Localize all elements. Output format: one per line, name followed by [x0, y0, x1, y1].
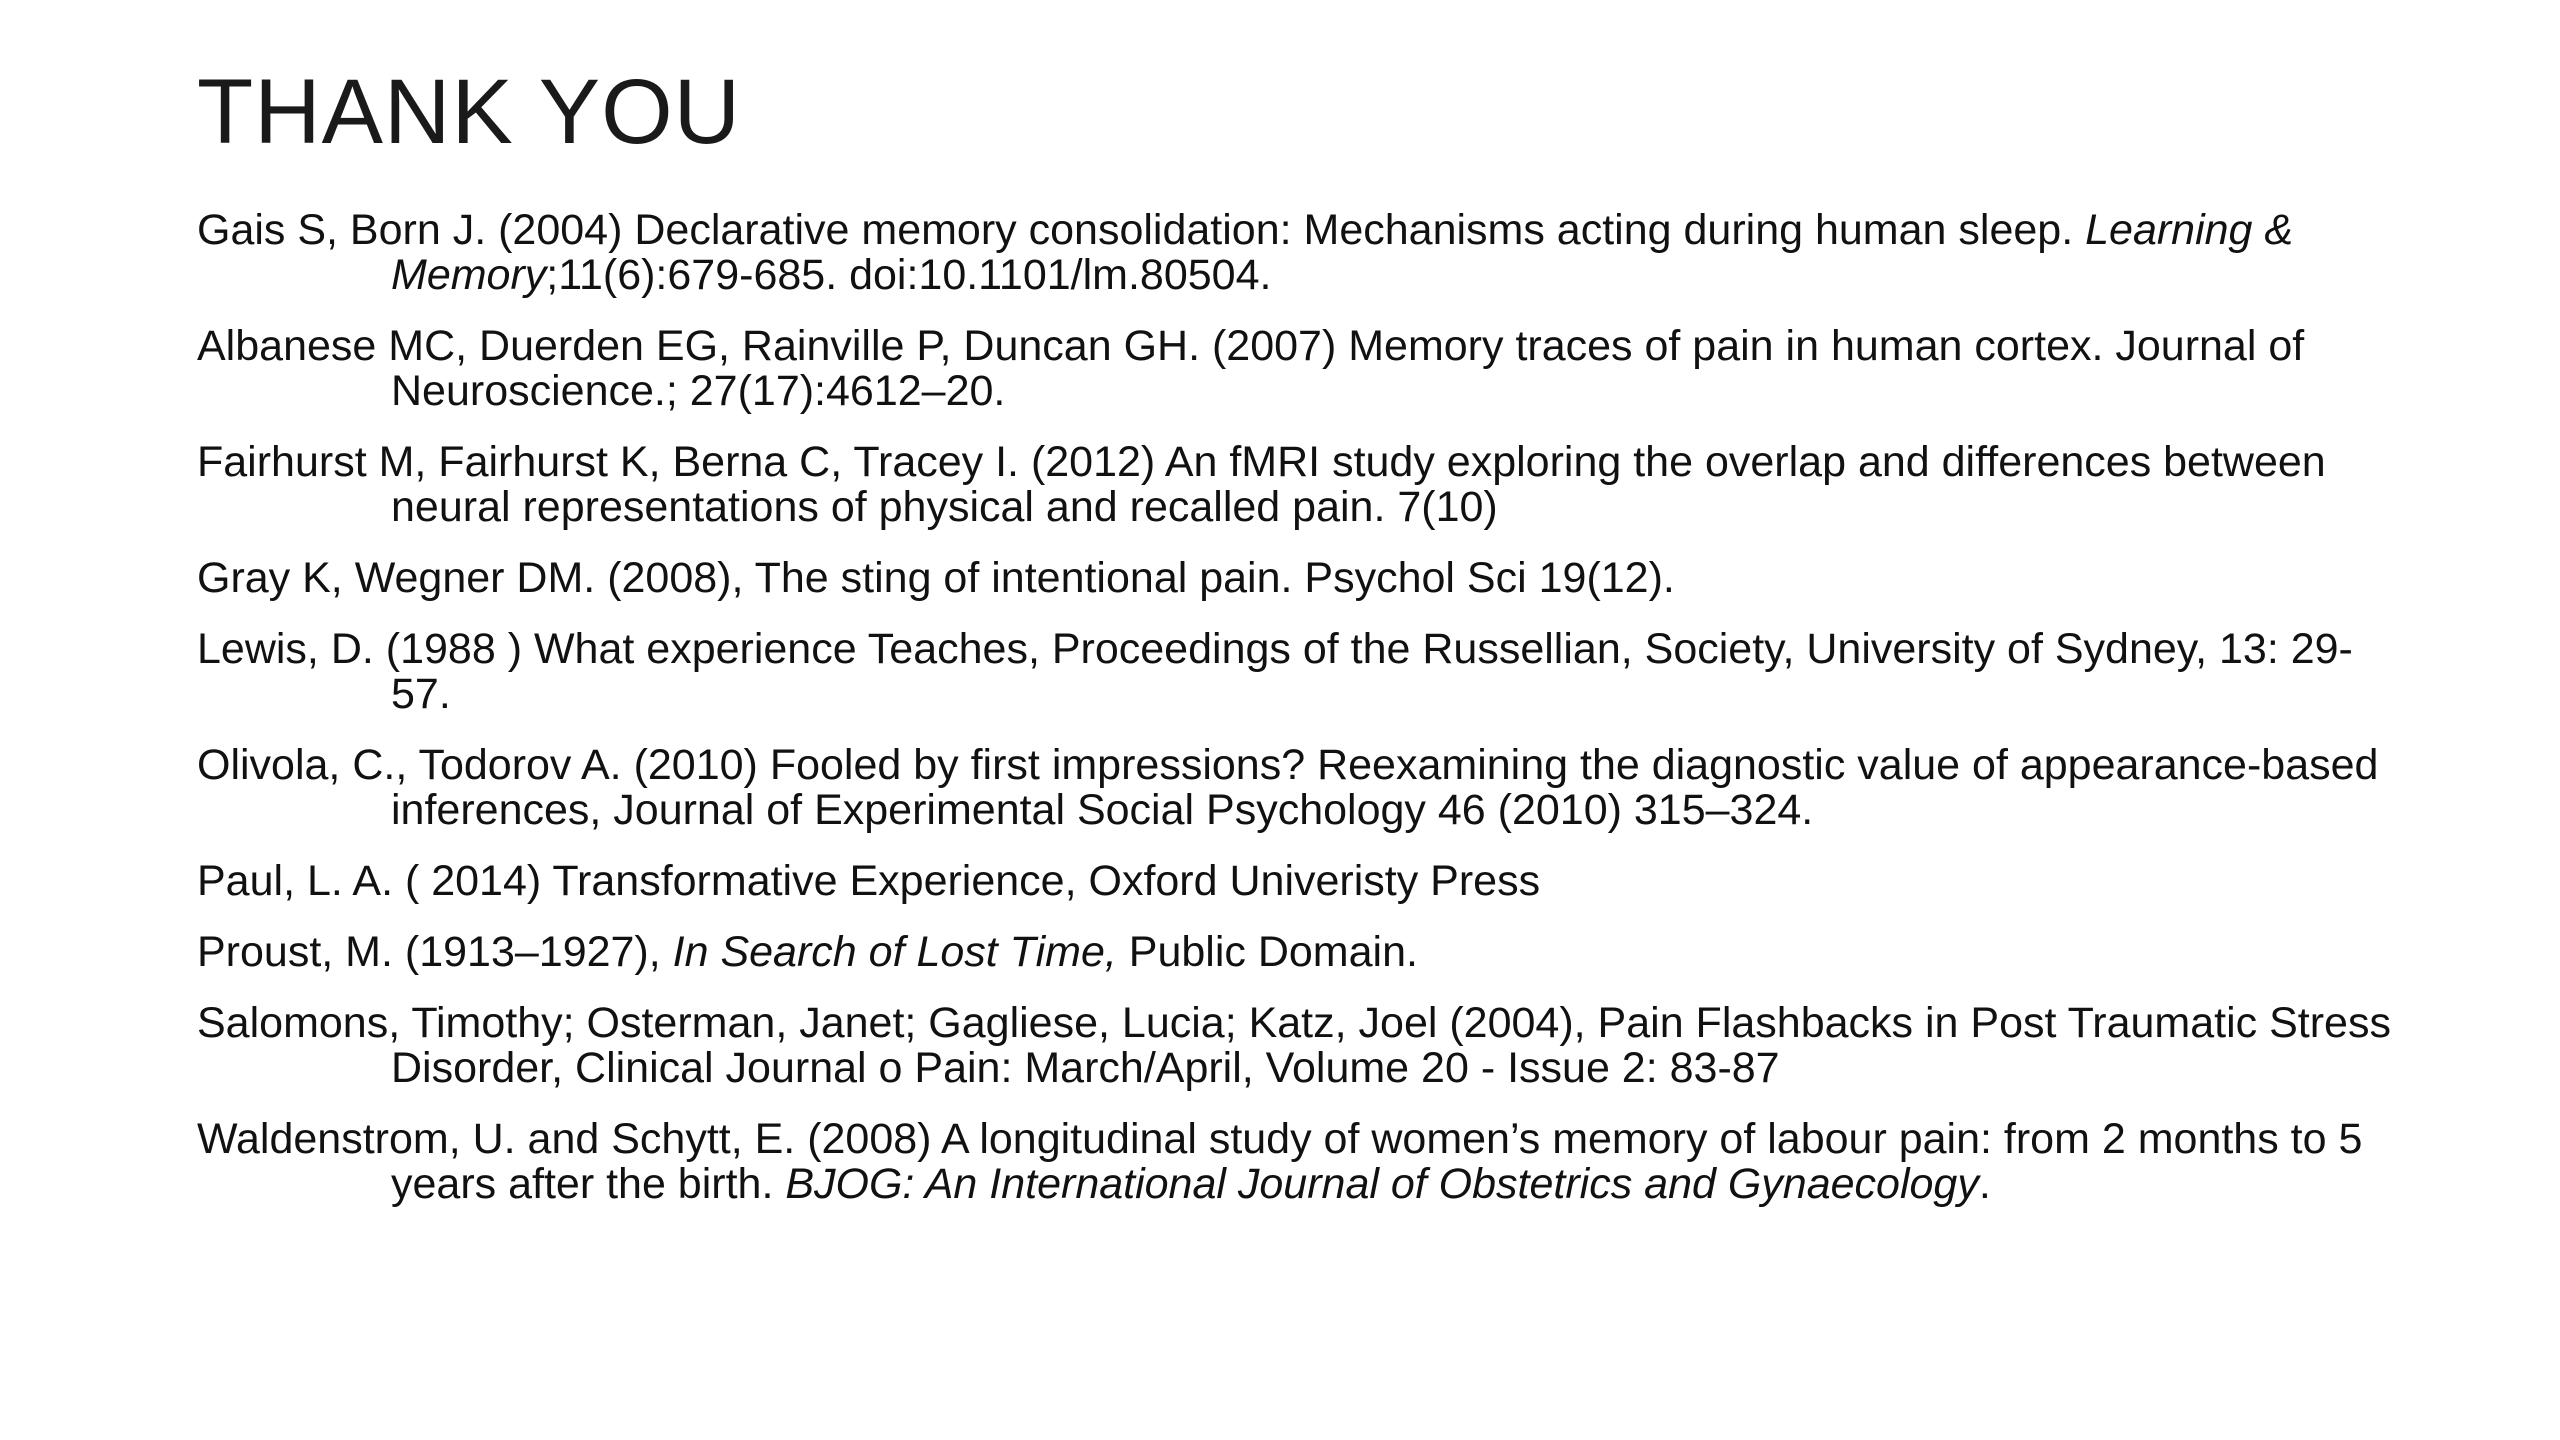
reference-item	[197, 743, 2397, 833]
reference-item	[197, 859, 2397, 904]
reference-journal: In Search of Lost Time,	[672, 928, 1117, 976]
reference-text: Salomons, Timothy; Osterman, Janet; Gagliese, Lucia; Katz, Joel (2004), Pain Flashbacks in Post Traumatic Stress Disorder, Clinical Journal o Pain: March/April, Volume 20 - Issue 2: 83-87	[197, 999, 2391, 1092]
reference-item	[197, 440, 2397, 530]
reference-item	[197, 324, 2397, 414]
reference-text: Gray K, Wegner DM. (2008), The sting of intentional pain. Psychol Sci 19(12).	[197, 554, 1675, 602]
reference-item	[197, 930, 2397, 975]
reference-journal: Learning & Memory	[391, 206, 2294, 299]
reference-text-tail: ;11(6):679-685. doi:10.1101/lm.80504.	[546, 251, 1272, 299]
reference-list	[197, 208, 2397, 1233]
reference-text: Waldenstrom, U. and Schytt, E. (2008) A longitudinal study of women’s memory of labour pain: from 2 months to 5 years after the birth.	[197, 1115, 2363, 1208]
slide-title: THANK YOU	[197, 61, 742, 163]
reference-text-tail: Public Domain.	[1116, 928, 1418, 976]
reference-journal: BJOG: An International Journal of Obstetrics and Gynaecology	[785, 1160, 1979, 1208]
reference-text: Fairhurst M, Fairhurst K, Berna C, Tracey I. (2012) An fMRI study exploring the overlap and differences between neural representations of physical and recalled pain. 7(10)	[197, 438, 2326, 531]
reference-text: Paul, L. A. ( 2014) Transformative Experience, Oxford Univeristy Press	[197, 857, 1541, 905]
reference-text: Gais S, Born J. (2004) Declarative memory consolidation: Mechanisms acting during human sleep.	[197, 206, 2086, 254]
reference-item	[197, 556, 2397, 601]
reference-item	[197, 208, 2397, 298]
reference-text: Proust, M. (1913–1927),	[197, 928, 673, 976]
reference-text-tail: .	[1978, 1160, 1991, 1208]
reference-item	[197, 1117, 2397, 1207]
reference-item	[197, 1001, 2397, 1091]
reference-text: Albanese MC, Duerden EG, Rainville P, Duncan GH. (2007) Memory traces of pain in human cortex. Journal of Neuroscience.; 27(17):4612–20.	[197, 322, 2305, 415]
reference-text: Lewis, D. (1988 ) What experience Teaches, Proceedings of the Russellian, Society, University of Sydney, 13: 29-57.	[197, 625, 2353, 718]
reference-text: Olivola, C., Todorov A. (2010) Fooled by first impressions? Reexamining the diagnostic value of appearance-based inferences, Journal of Experimental Social Psychology 46 (2010) 315–324.	[197, 741, 2379, 834]
reference-item	[197, 627, 2397, 717]
